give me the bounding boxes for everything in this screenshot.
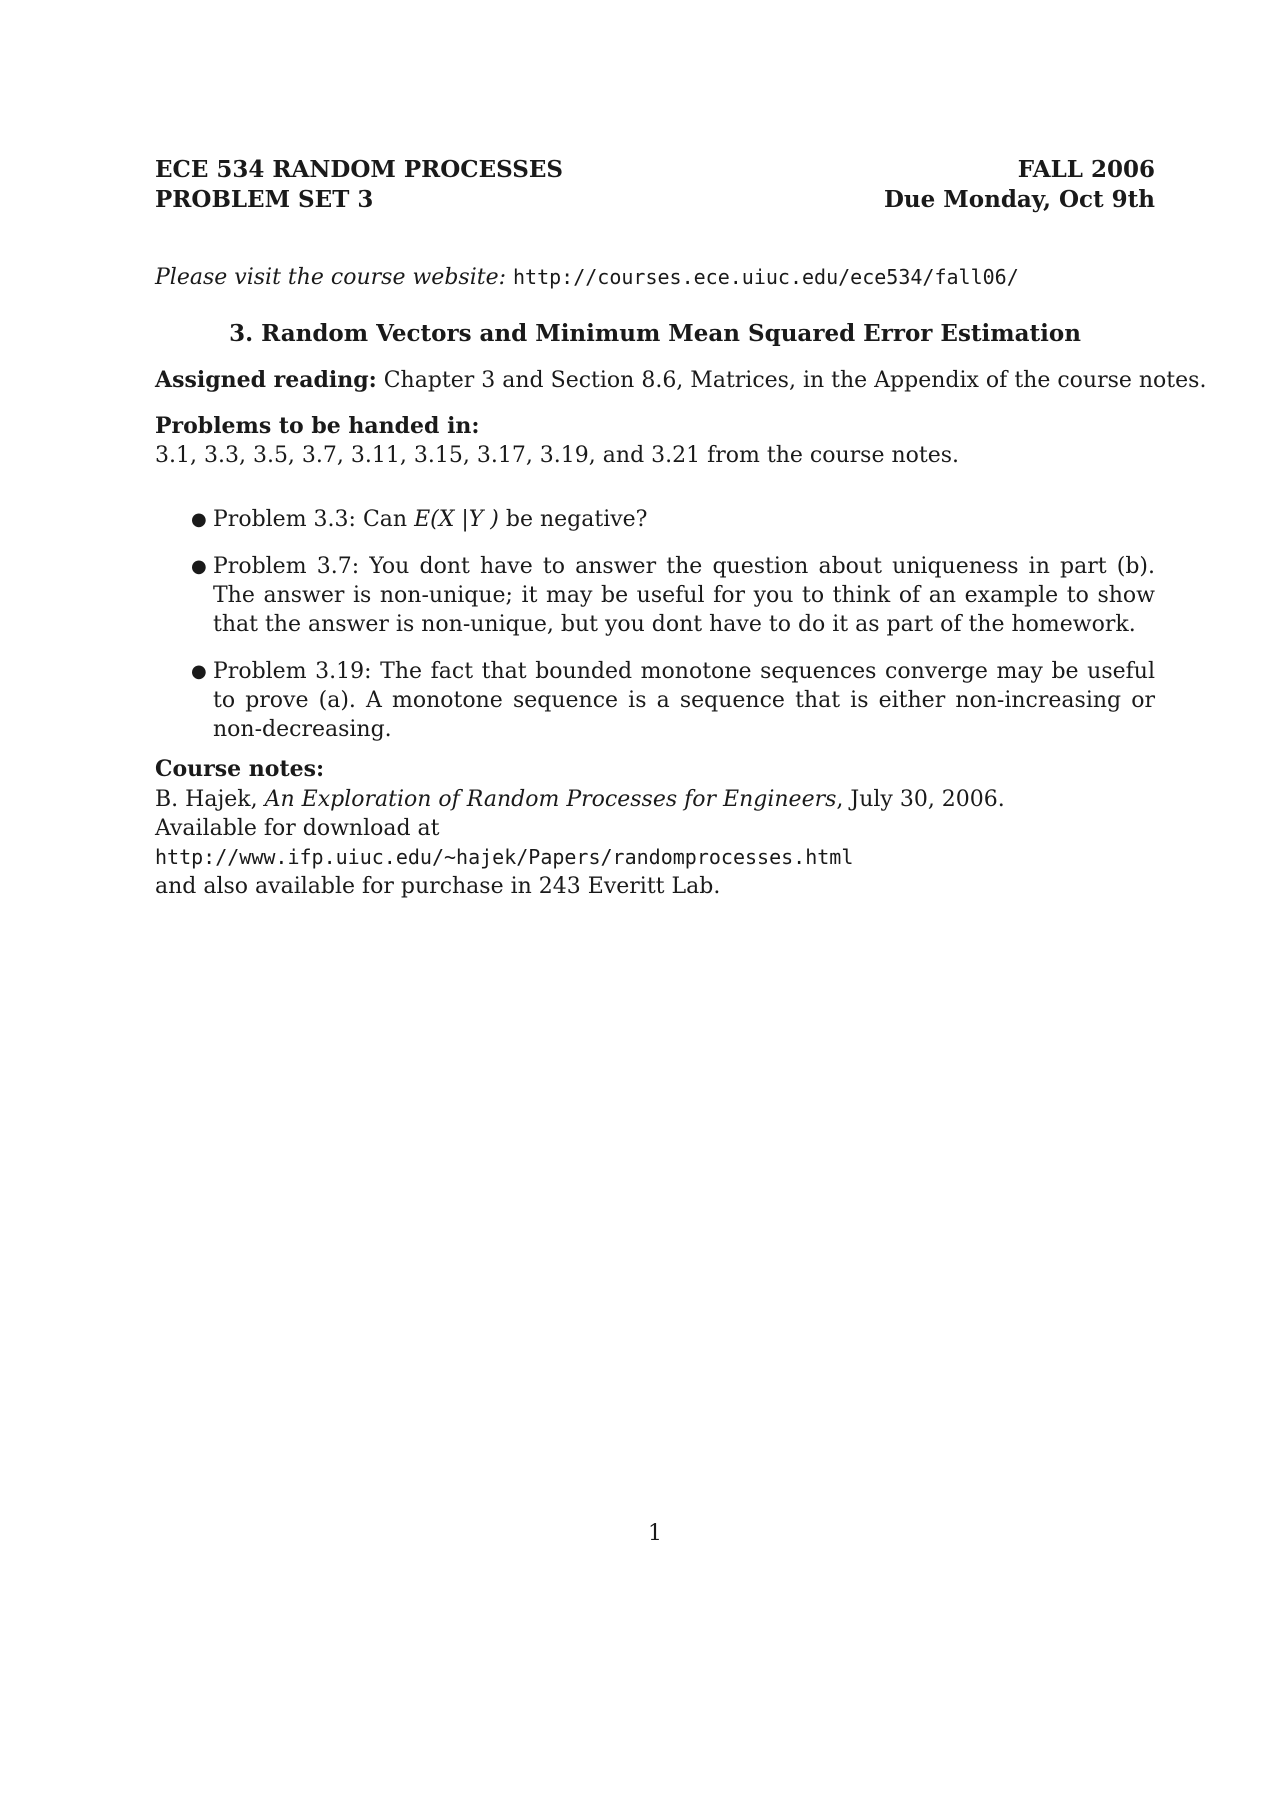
citation-date: , July 30, 2006.: [836, 787, 1005, 812]
header-right: [884, 155, 1155, 215]
assigned-reading-text: Chapter 3 and Section 8.6, Matrices, in the Appendix of the course notes.: [383, 368, 1207, 393]
website-url[interactable]: http://courses.ece.uiuc.edu/ece534/fall06/: [513, 265, 1019, 289]
problem-set-title: PROBLEM SET 3: [155, 186, 374, 213]
bullet-icon: ●: [191, 556, 207, 577]
bullet-problem-3-19: [155, 657, 1155, 744]
bullet-problem-3-7: [155, 552, 1155, 639]
download-label: Available for download at: [155, 816, 440, 841]
term: FALL 2006: [1017, 156, 1155, 183]
course-title: ECE 534 RANDOM PROCESSES: [155, 156, 563, 183]
course-notes-body: [155, 785, 1005, 901]
website-label: Please visit the course website:: [155, 265, 507, 290]
page-number: 1: [648, 1521, 662, 1546]
problems-list: 3.1, 3.3, 3.5, 3.7, 3.11, 3.15, 3.17, 3.19, and 3.21 from the course notes.: [155, 443, 960, 468]
due-date: Due Monday, Oct 9th: [883, 186, 1155, 213]
bullet-problem-3-3: [155, 505, 1155, 534]
course-notes-citation: [155, 785, 1005, 814]
website-line: [155, 263, 1019, 292]
purchase-info: and also available for purchase in 243 Everitt Lab.: [155, 874, 721, 899]
download-url[interactable]: http://www.ifp.uiuc.edu/~hajek/Papers/randomprocesses.html: [155, 845, 854, 869]
course-notes-heading: Course notes:: [155, 756, 325, 782]
bullet-math: E(X |Y ): [414, 507, 499, 532]
bullet-icon: ●: [191, 661, 207, 682]
bullet-text: Problem 3.7: You dont have to answer the question about uniqueness in part (b). The answer is non-unique; it may be useful for you to think of an example to show that the answer is non-unique, but you dont have to do it as part of the homework.: [213, 554, 1155, 637]
bullet-text-prefix: Problem 3.3: Can: [213, 507, 415, 532]
notes-bullet-list: [155, 505, 1155, 762]
header-left: [155, 155, 563, 215]
citation-author: B. Hajek,: [155, 787, 265, 812]
assigned-reading-label: Assigned reading:: [155, 367, 377, 393]
bullet-text-suffix: be negative?: [498, 507, 648, 532]
bullet-icon: ●: [191, 509, 207, 530]
citation-title: An Exploration of Random Processes for Engineers: [264, 787, 837, 812]
assigned-reading: [155, 366, 1207, 395]
document-page: [155, 0, 1207, 1811]
bullet-text: Problem 3.19: The fact that bounded monotone sequences converge may be useful to prove (a). A monotone sequence is a sequence that is either non-increasing or non-decreasing.: [213, 659, 1155, 742]
section-title: 3. Random Vectors and Minimum Mean Squared Error Estimation: [229, 320, 1081, 347]
problems-heading: Problems to be handed in:: [155, 413, 480, 439]
